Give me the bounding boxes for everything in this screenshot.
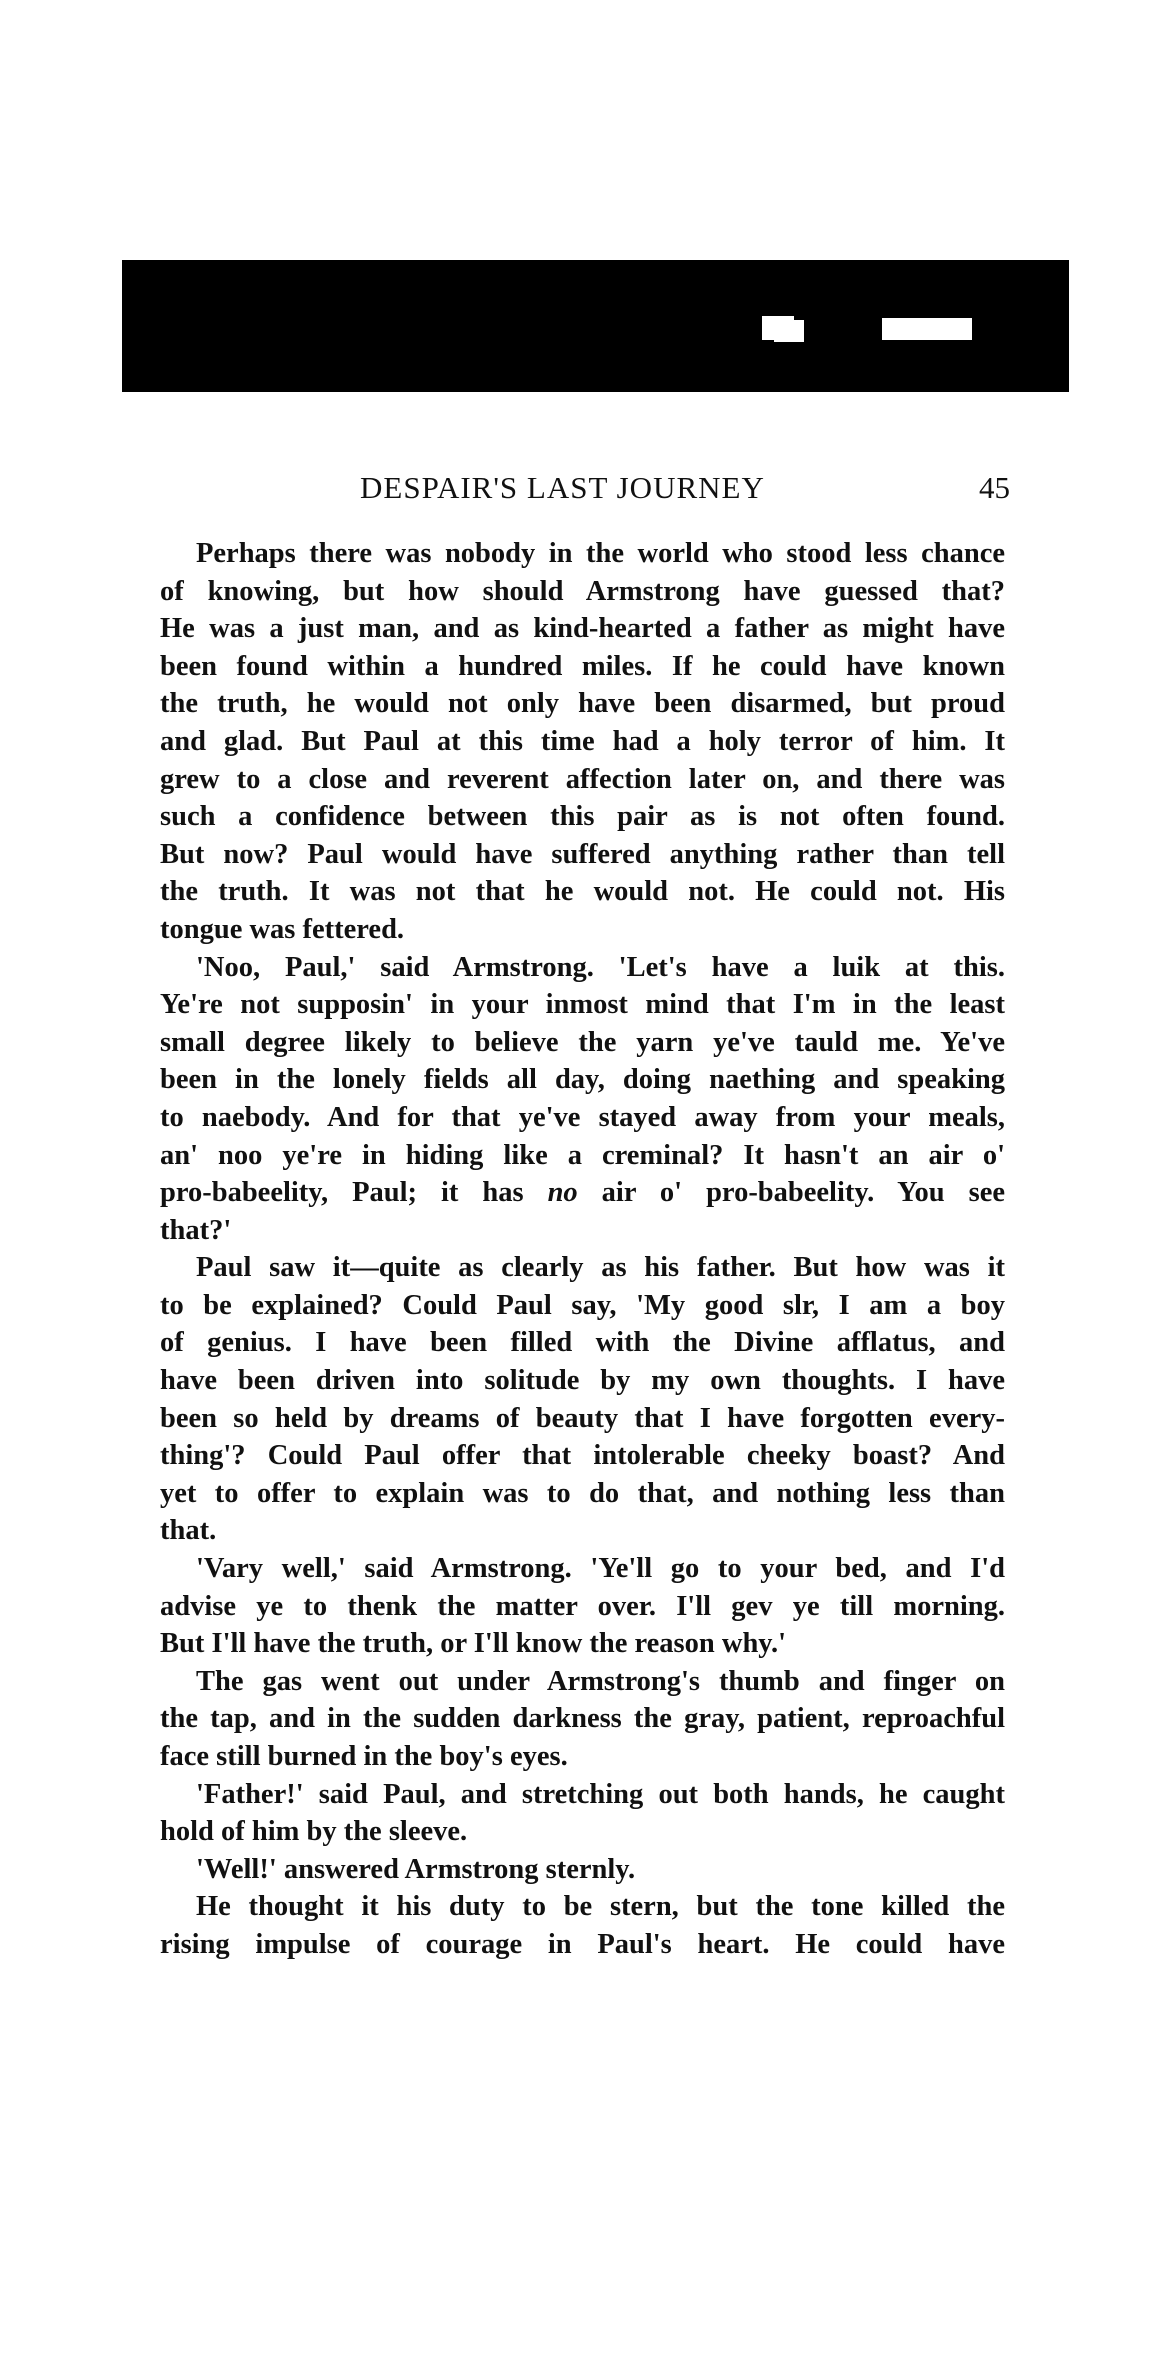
text-line: have been driven into solitude by my own thoughts. I have: [160, 1365, 1005, 1397]
emphasis: no: [547, 1177, 578, 1209]
text-line: of genius. I have been filled with the Divine afflatus, and: [160, 1327, 1005, 1359]
page-header: [160, 470, 1010, 510]
text-line: yet to offer to explain was to do that, and nothing less than: [160, 1477, 1005, 1509]
text-line: been so held by dreams of beauty that I have forgotten every-: [160, 1402, 1005, 1434]
band-notch: [774, 320, 804, 342]
text-line: tongue was fettered.: [160, 913, 405, 945]
page-number: 45: [979, 470, 1010, 505]
text-line: grew to a close and reverent affection later on, and there was: [160, 763, 1005, 795]
text-line: 'Noo, Paul,' said Armstrong. 'Let's have a luik at this.: [196, 951, 1005, 983]
redaction-band: [122, 260, 1069, 392]
text-line: of knowing, but how should Armstrong have guessed that?: [160, 575, 1005, 607]
running-head: DESPAIR'S LAST JOURNEY: [360, 470, 765, 505]
text-line: advise ye to thenk the matter over. I'll gev ye till morning.: [160, 1590, 1005, 1622]
text-line: 'Well!' answered Armstrong sternly.: [196, 1853, 636, 1885]
text-line: that?': [160, 1214, 232, 1246]
text-line: to be explained? Could Paul say, 'My good slr, I am a boy: [160, 1289, 1005, 1321]
text-line: been found within a hundred miles. If he could have known: [160, 650, 1005, 682]
text-line: an' noo ye're in hiding like a creminal? It hasn't an air o': [160, 1139, 1005, 1171]
text-line: Paul saw it—quite as clearly as his father. But how was it: [196, 1252, 1005, 1284]
body-text: [160, 535, 1005, 1964]
text-line: rising impulse of courage in Paul's heart. He could have: [160, 1928, 1005, 1960]
text-line: hold of him by the sleeve.: [160, 1816, 468, 1848]
text-line: that.: [160, 1515, 217, 1547]
text-line: But now? Paul would have suffered anything rather than tell: [160, 838, 1005, 870]
text-line: He was a just man, and as kind-hearted a father as might have: [160, 613, 1005, 645]
text-line: to naebody. And for that ye've stayed away from your meals,: [160, 1101, 1005, 1133]
text-line: pro-babeelity, Paul; it has no air o' pro-babeelity. You see: [160, 1177, 1006, 1209]
text-line: thing'? Could Paul offer that intolerable cheeky boast? And: [160, 1440, 1005, 1472]
text-line: the truth. It was not that he would not. He could not. His: [160, 876, 1005, 908]
text-line: face still burned in the boy's eyes.: [160, 1741, 568, 1772]
text-line: the tap, and in the sudden darkness the gray, patient, reproachful: [160, 1703, 1005, 1735]
band-notch: [882, 318, 972, 340]
text-line: But I'll have the truth, or I'll know the reason why.': [160, 1628, 787, 1660]
text-line: been in the lonely fields all day, doing naething and speaking: [160, 1064, 1005, 1096]
text-line: Perhaps there was nobody in the world who stood less chance: [196, 538, 1005, 569]
text-line: the truth, he would not only have been disarmed, but proud: [160, 688, 1005, 720]
text-line: and glad. But Paul at this time had a holy terror of him. It: [160, 725, 1005, 757]
text-line: 'Vary well,' said Armstrong. 'Ye'll go to your bed, and I'd: [196, 1553, 1005, 1585]
text-line: 'Father!' said Paul, and stretching out both hands, he caught: [196, 1778, 1005, 1810]
text-line: The gas went out under Armstrong's thumb and finger on: [196, 1665, 1005, 1697]
text-line: small degree likely to believe the yarn ye've tauld me. Ye've: [160, 1026, 1005, 1058]
text-line: He thought it his duty to be stern, but the tone killed the: [196, 1891, 1005, 1923]
text-line: Ye're not supposin' in your inmost mind that I'm in the least: [160, 989, 1005, 1021]
text-line: such a confidence between this pair as is not often found.: [160, 801, 1005, 833]
